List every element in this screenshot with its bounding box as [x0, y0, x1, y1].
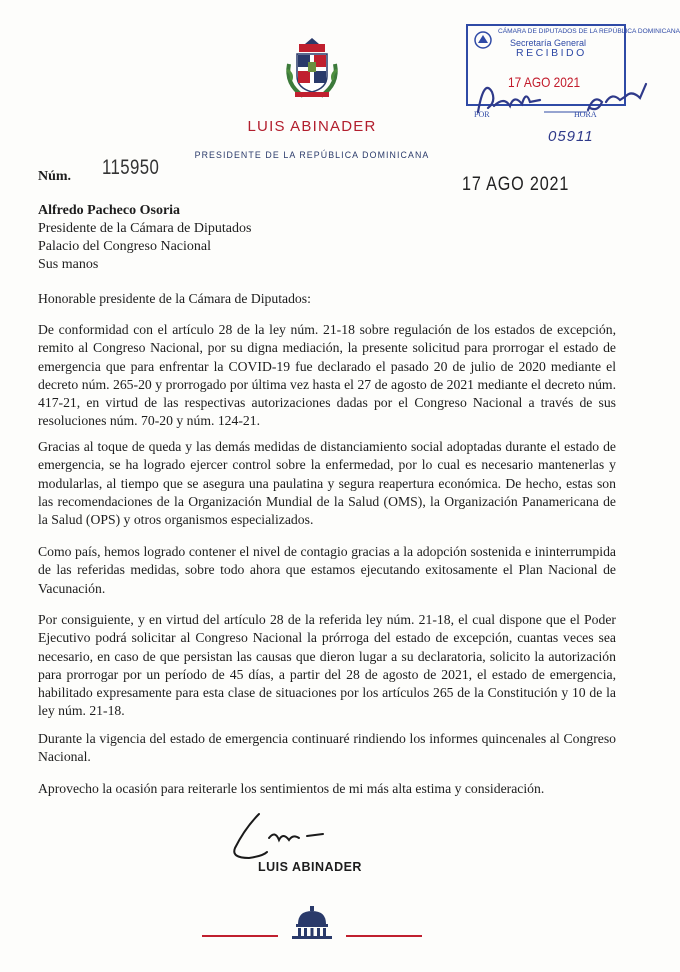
body-paragraph: Gracias al toque de queda y las demás medidas de distanciamiento social adoptadas durante el estado de emergencia, se ha logrado ejercer control sobre la enfermedad, por lo cual es necesario mantenerlas y modularlas, al tiempo que se asegura una paulatina y segura reapertura económica. De hecho, estas son las recomendaciones de la Organización Mundial de la Salud (OMS), la Organización Panamericana de la Salud (OPS) y otros organismos especializados. [38, 439, 616, 528]
stamp-date: 17 AGO 2021 [508, 74, 581, 90]
greeting: Honorable presidente de la Cámara de Diputados: [38, 291, 311, 306]
body-paragraph: Durante la vigencia del estado de emergencia continuaré rindiendo los informes quincenales al Congreso Nacional. [38, 731, 616, 765]
closing-line: Aprovecho la ocasión para reiterarle los sentimientos de mi más alta estima y consideración. [38, 781, 545, 796]
stamp-time-label: HORA [574, 110, 597, 119]
sender-title: PRESIDENTE DE LA REPÚBLICA DOMINICANA [194, 150, 430, 160]
palace-dome-icon [288, 904, 336, 940]
stamp-handwritten-initials [470, 72, 650, 122]
stamp-by-label: POR [474, 110, 490, 119]
signatory-name: LUIS ABINADER [258, 860, 362, 874]
body-paragraph: Por consiguiente, y en virtud del artículo 28 de la referida ley núm. 21-18, el cual dispone que el Poder Ejecutivo podrá solicitar al Congreso Nacional la prórroga del estado de excepción, cuantas veces sea necesario, en caso de que persistan las causas que dieron lugar a su declaratoria, solicito la autorización para prorrogar por un período de 45 días, a partir del 28 de agosto de 2021, el estado de emergencia, habilitado expresamente para esta clase de situaciones por los artículos 265 de la Constitución y 10 de la ley núm. 21-18. [38, 612, 616, 719]
document-date: 17 AGO 2021 [462, 174, 570, 195]
body-paragraph: Como país, hemos logrado contener el nivel de contagio gracias a la adopción sostenida e ininterrumpida de las referidas medidas, sobre todo ahora que estamos ejecutando exitosamente el Plan Nacional de Vacunación. [38, 544, 616, 596]
handwritten-signature [215, 808, 335, 868]
recipient-organization: Palacio del Congreso Nacional [38, 239, 212, 254]
document-number: 115950 [102, 156, 160, 179]
footer-rule-left [202, 935, 278, 937]
recipient-note: Sus manos [38, 257, 99, 272]
stamp-status: RECIBIDO [516, 47, 587, 59]
footer-rule-right [346, 935, 422, 937]
sender-name: LUIS ABINADER [247, 118, 377, 135]
stamp-registry-code: 05911 [548, 128, 594, 145]
recipient-title: Presidente de la Cámara de Diputados [38, 221, 252, 236]
number-label: Núm. [38, 169, 72, 184]
recipient-name: Alfredo Pacheco Osoria [38, 203, 181, 218]
coat-of-arms-icon [281, 34, 343, 100]
chamber-seal-icon [472, 30, 494, 50]
stamp-department: Secretaría General [510, 38, 587, 48]
body-paragraph: De conformidad con el artículo 28 de la ley núm. 21-18 sobre regulación de los estados de excepción, remito al Congreso Nacional, por su digna mediación, la presente solicitud para prorrogar el estado de emergencia que para enfrentar la COVID-19 fue declarado el pasado 20 de julio de 2020 mediante el decreto núm. 265-20 y prorrogado por última vez hasta el 27 de agosto de 2021 mediante el decreto núm. 417-21, en virtud de las respectivas autorizaciones dadas por el Congreso Nacional a través de sus resoluciones núm. 70-20 y núm. 124-21. [38, 322, 616, 429]
stamp-organization: CÁMARA DE DIPUTADOS DE LA REPÚBLICA DOMINICANA [498, 28, 680, 35]
